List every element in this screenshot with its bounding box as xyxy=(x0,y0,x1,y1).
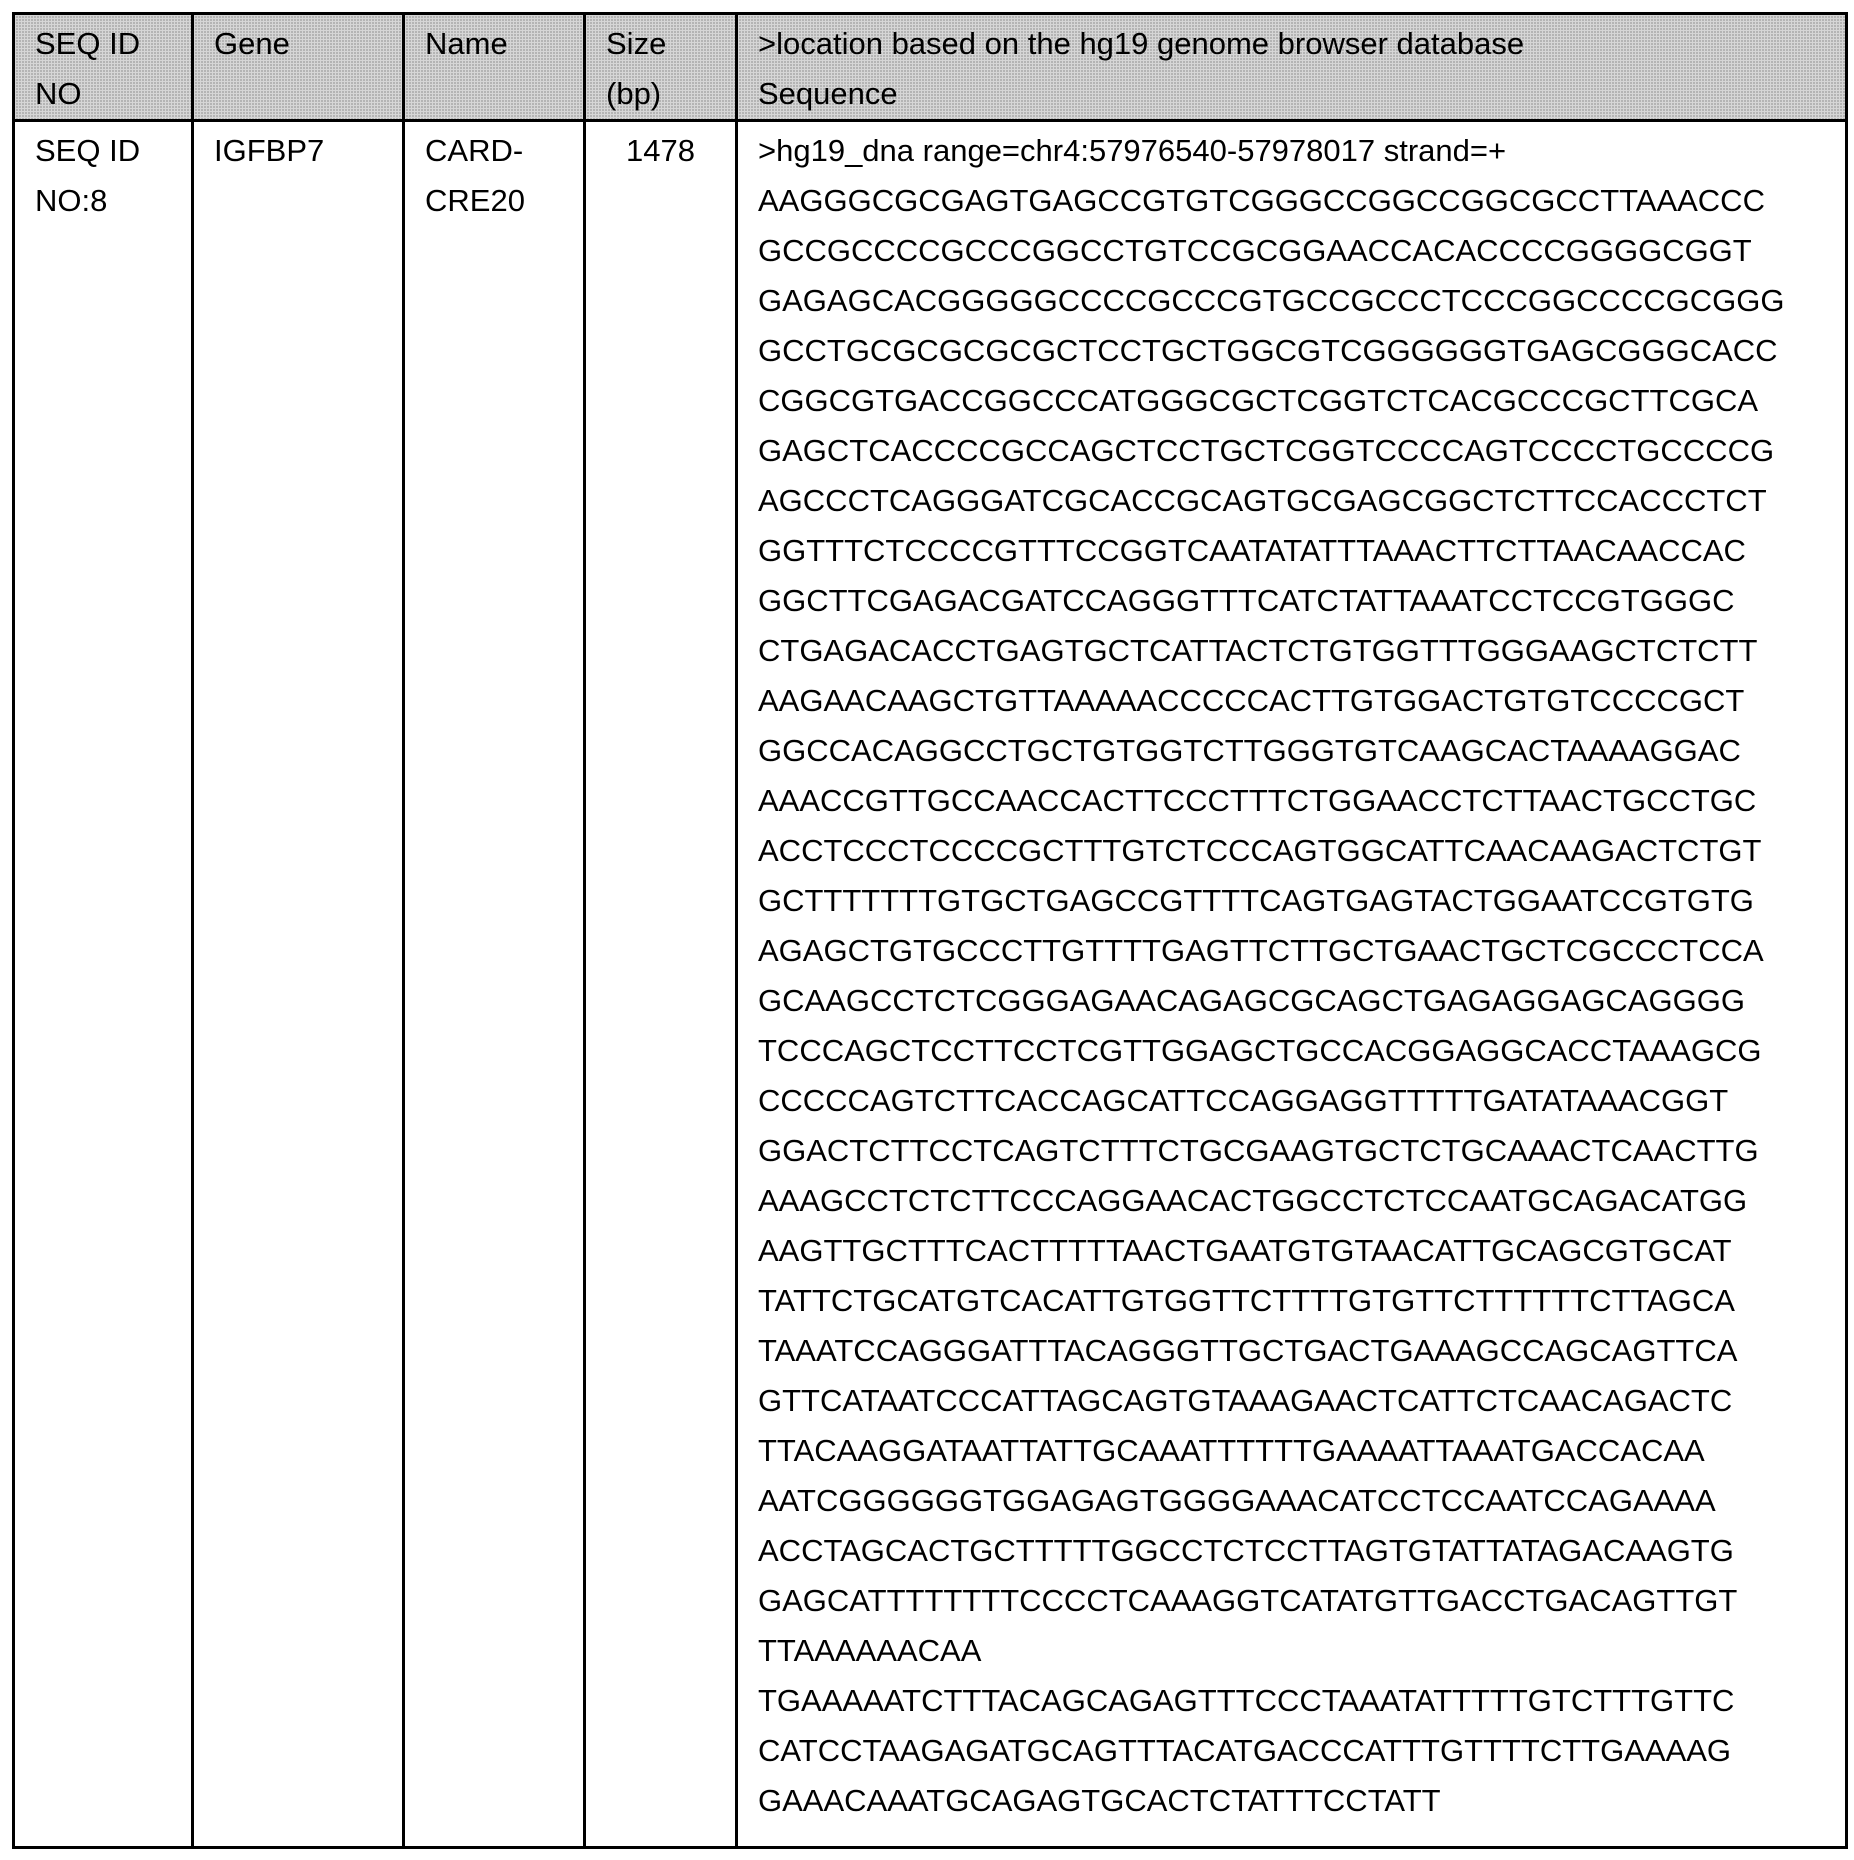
seq-id-line: NO:8 xyxy=(35,176,181,226)
sequence-line: GCCGCCCCGCCCGGCCTGTCCGCGGAACCACACCCCGGGGCGGT xyxy=(758,226,1835,276)
sequence-line: TGAAAAATCTTTACAGCAGAGTTTCCCTAAATATTTTTGTCTTTGTTC xyxy=(758,1676,1835,1726)
sequence-line: GAGCTCACCCCGCCAGCTCCTGCTCGGTCCCCAGTCCCCTGCCCCG xyxy=(758,426,1835,476)
header-seq-id-line: SEQ ID xyxy=(35,19,181,69)
header-name: Name xyxy=(404,14,585,121)
header-row xyxy=(14,14,1847,121)
sequence-line: GGCCACAGGCCTGCTGTGGTCTTGGGTGTCAAGCACTAAAAGGAC xyxy=(758,726,1835,776)
sequence-line: GAAACAAATGCAGAGTGCACTCTATTTCCTATT xyxy=(758,1776,1835,1826)
sequence-line: GCCTGCGCGCGCGCTCCTGCTGGCGTCGGGGGGTGAGCGGGCACC xyxy=(758,326,1835,376)
sequence-table xyxy=(12,12,1848,1849)
header-size-line: Size xyxy=(606,19,725,69)
cell-gene: IGFBP7 xyxy=(193,121,404,1848)
header-size xyxy=(585,14,737,121)
name-line: CRE20 xyxy=(425,176,573,226)
cell-seq-id xyxy=(14,121,193,1848)
sequence-line: TATTCTGCATGTCACATTGTGGTTCTTTTGTGTTCTTTTTTCTTAGCA xyxy=(758,1276,1835,1326)
header-gene: Gene xyxy=(193,14,404,121)
sequence-line: GGTTTCTCCCCGTTTCCGGTCAATATATTTAAACTTCTTAACAACCAC xyxy=(758,526,1835,576)
sequence-line: CGGCGTGACCGGCCCATGGGCGCTCGGTCTCACGCCCGCTTCGCA xyxy=(758,376,1835,426)
sequence-line: AAGGGCGCGAGTGAGCCGTGTCGGGCCGGCCGGCGCCTTAAACCC xyxy=(758,176,1835,226)
sequence-line: CCCCCAGTCTTCACCAGCATTCCAGGAGGTTTTTGATATAAACGGT xyxy=(758,1076,1835,1126)
sequence-line: GTTCATAATCCCATTAGCAGTGTAAAGAACTCATTCTCAACAGACTC xyxy=(758,1376,1835,1426)
header-sequence xyxy=(737,14,1847,121)
sequence-line: AAACCGTTGCCAACCACTTCCCTTTCTGGAACCTCTTAACTGCCTGC xyxy=(758,776,1835,826)
header-seq-id xyxy=(14,14,193,121)
sequence-line: AAGAACAAGCTGTTAAAAACCCCCACTTGTGGACTGTGTCCCCGCT xyxy=(758,676,1835,726)
sequence-line: AAAGCCTCTCTTCCCAGGAACACTGGCCTCTCCAATGCAGACATGG xyxy=(758,1176,1835,1226)
sequence-line: ACCTAGCACTGCTTTTTGGCCTCTCCTTAGTGTATTATAGACAAGTG xyxy=(758,1526,1835,1576)
sequence-line: GCAAGCCTCTCGGGAGAACAGAGCGCAGCTGAGAGGAGCAGGGG xyxy=(758,976,1835,1026)
cell-name xyxy=(404,121,585,1848)
cell-sequence xyxy=(737,121,1847,1848)
header-seq-id-line: NO xyxy=(35,69,181,119)
sequence-line: GCTTTTTTTGTGCTGAGCCGTTTTCAGTGAGTACTGGAATCCGTGTG xyxy=(758,876,1835,926)
sequence-line: GGACTCTTCCTCAGTCTTTCTGCGAAGTGCTCTGCAAACTCAACTTG xyxy=(758,1126,1835,1176)
sequence-line: GAGCATTTTTTTTCCCCTCAAAGGTCATATGTTGACCTGACAGTTGT xyxy=(758,1576,1835,1626)
sequence-range-header: >hg19_dna range=chr4:57976540-57978017 strand=+ xyxy=(758,126,1835,176)
seq-id-line: SEQ ID xyxy=(35,126,181,176)
sequence-line: TCCCAGCTCCTTCCTCGTTGGAGCTGCCACGGAGGCACCTAAAGCG xyxy=(758,1026,1835,1076)
table-row xyxy=(14,121,1847,1848)
cell-size: 1478 xyxy=(585,121,737,1848)
header-sequence-line: >location based on the hg19 genome browser database xyxy=(758,19,1835,69)
sequence-line: ACCTCCCTCCCCGCTTTGTCTCCCAGTGGCATTCAACAAGACTCTGT xyxy=(758,826,1835,876)
name-line: CARD- xyxy=(425,126,573,176)
sequence-line: AAGTTGCTTTCACTTTTTAACTGAATGTGTAACATTGCAGCGTGCAT xyxy=(758,1226,1835,1276)
sequence-line: CATCCTAAGAGATGCAGTTTACATGACCCATTTGTTTTCTTGAAAAG xyxy=(758,1726,1835,1776)
sequence-line: CTGAGACACCTGAGTGCTCATTACTCTGTGGTTTGGGAAGCTCTCTT xyxy=(758,626,1835,676)
sequence-line: AATCGGGGGGTGGAGAGTGGGGAAACATCCTCCAATCCAGAAAA xyxy=(758,1476,1835,1526)
sequence-line: TTACAAGGATAATTATTGCAAATTTTTTGAAAATTAAATGACCACAA xyxy=(758,1426,1835,1476)
sequence-line: TTAAAAAACAA xyxy=(758,1626,1835,1676)
sequence-line: AGAGCTGTGCCCTTGTTTTGAGTTCTTGCTGAACTGCTCGCCCTCCA xyxy=(758,926,1835,976)
sequence-line: GGCTTCGAGACGATCCAGGGTTTCATCTATTAAATCCTCCGTGGGC xyxy=(758,576,1835,626)
sequence-line: TAAATCCAGGGATTTACAGGGTTGCTGACTGAAAGCCAGCAGTTCA xyxy=(758,1326,1835,1376)
sequence-line: AGCCCTCAGGGATCGCACCGCAGTGCGAGCGGCTCTTCCACCCTCT xyxy=(758,476,1835,526)
header-size-line: (bp) xyxy=(606,69,725,119)
sequence-line: GAGAGCACGGGGGCCCCGCCCGTGCCGCCCTCCCGGCCCCGCGGG xyxy=(758,276,1835,326)
header-sequence-line: Sequence xyxy=(758,69,1835,119)
